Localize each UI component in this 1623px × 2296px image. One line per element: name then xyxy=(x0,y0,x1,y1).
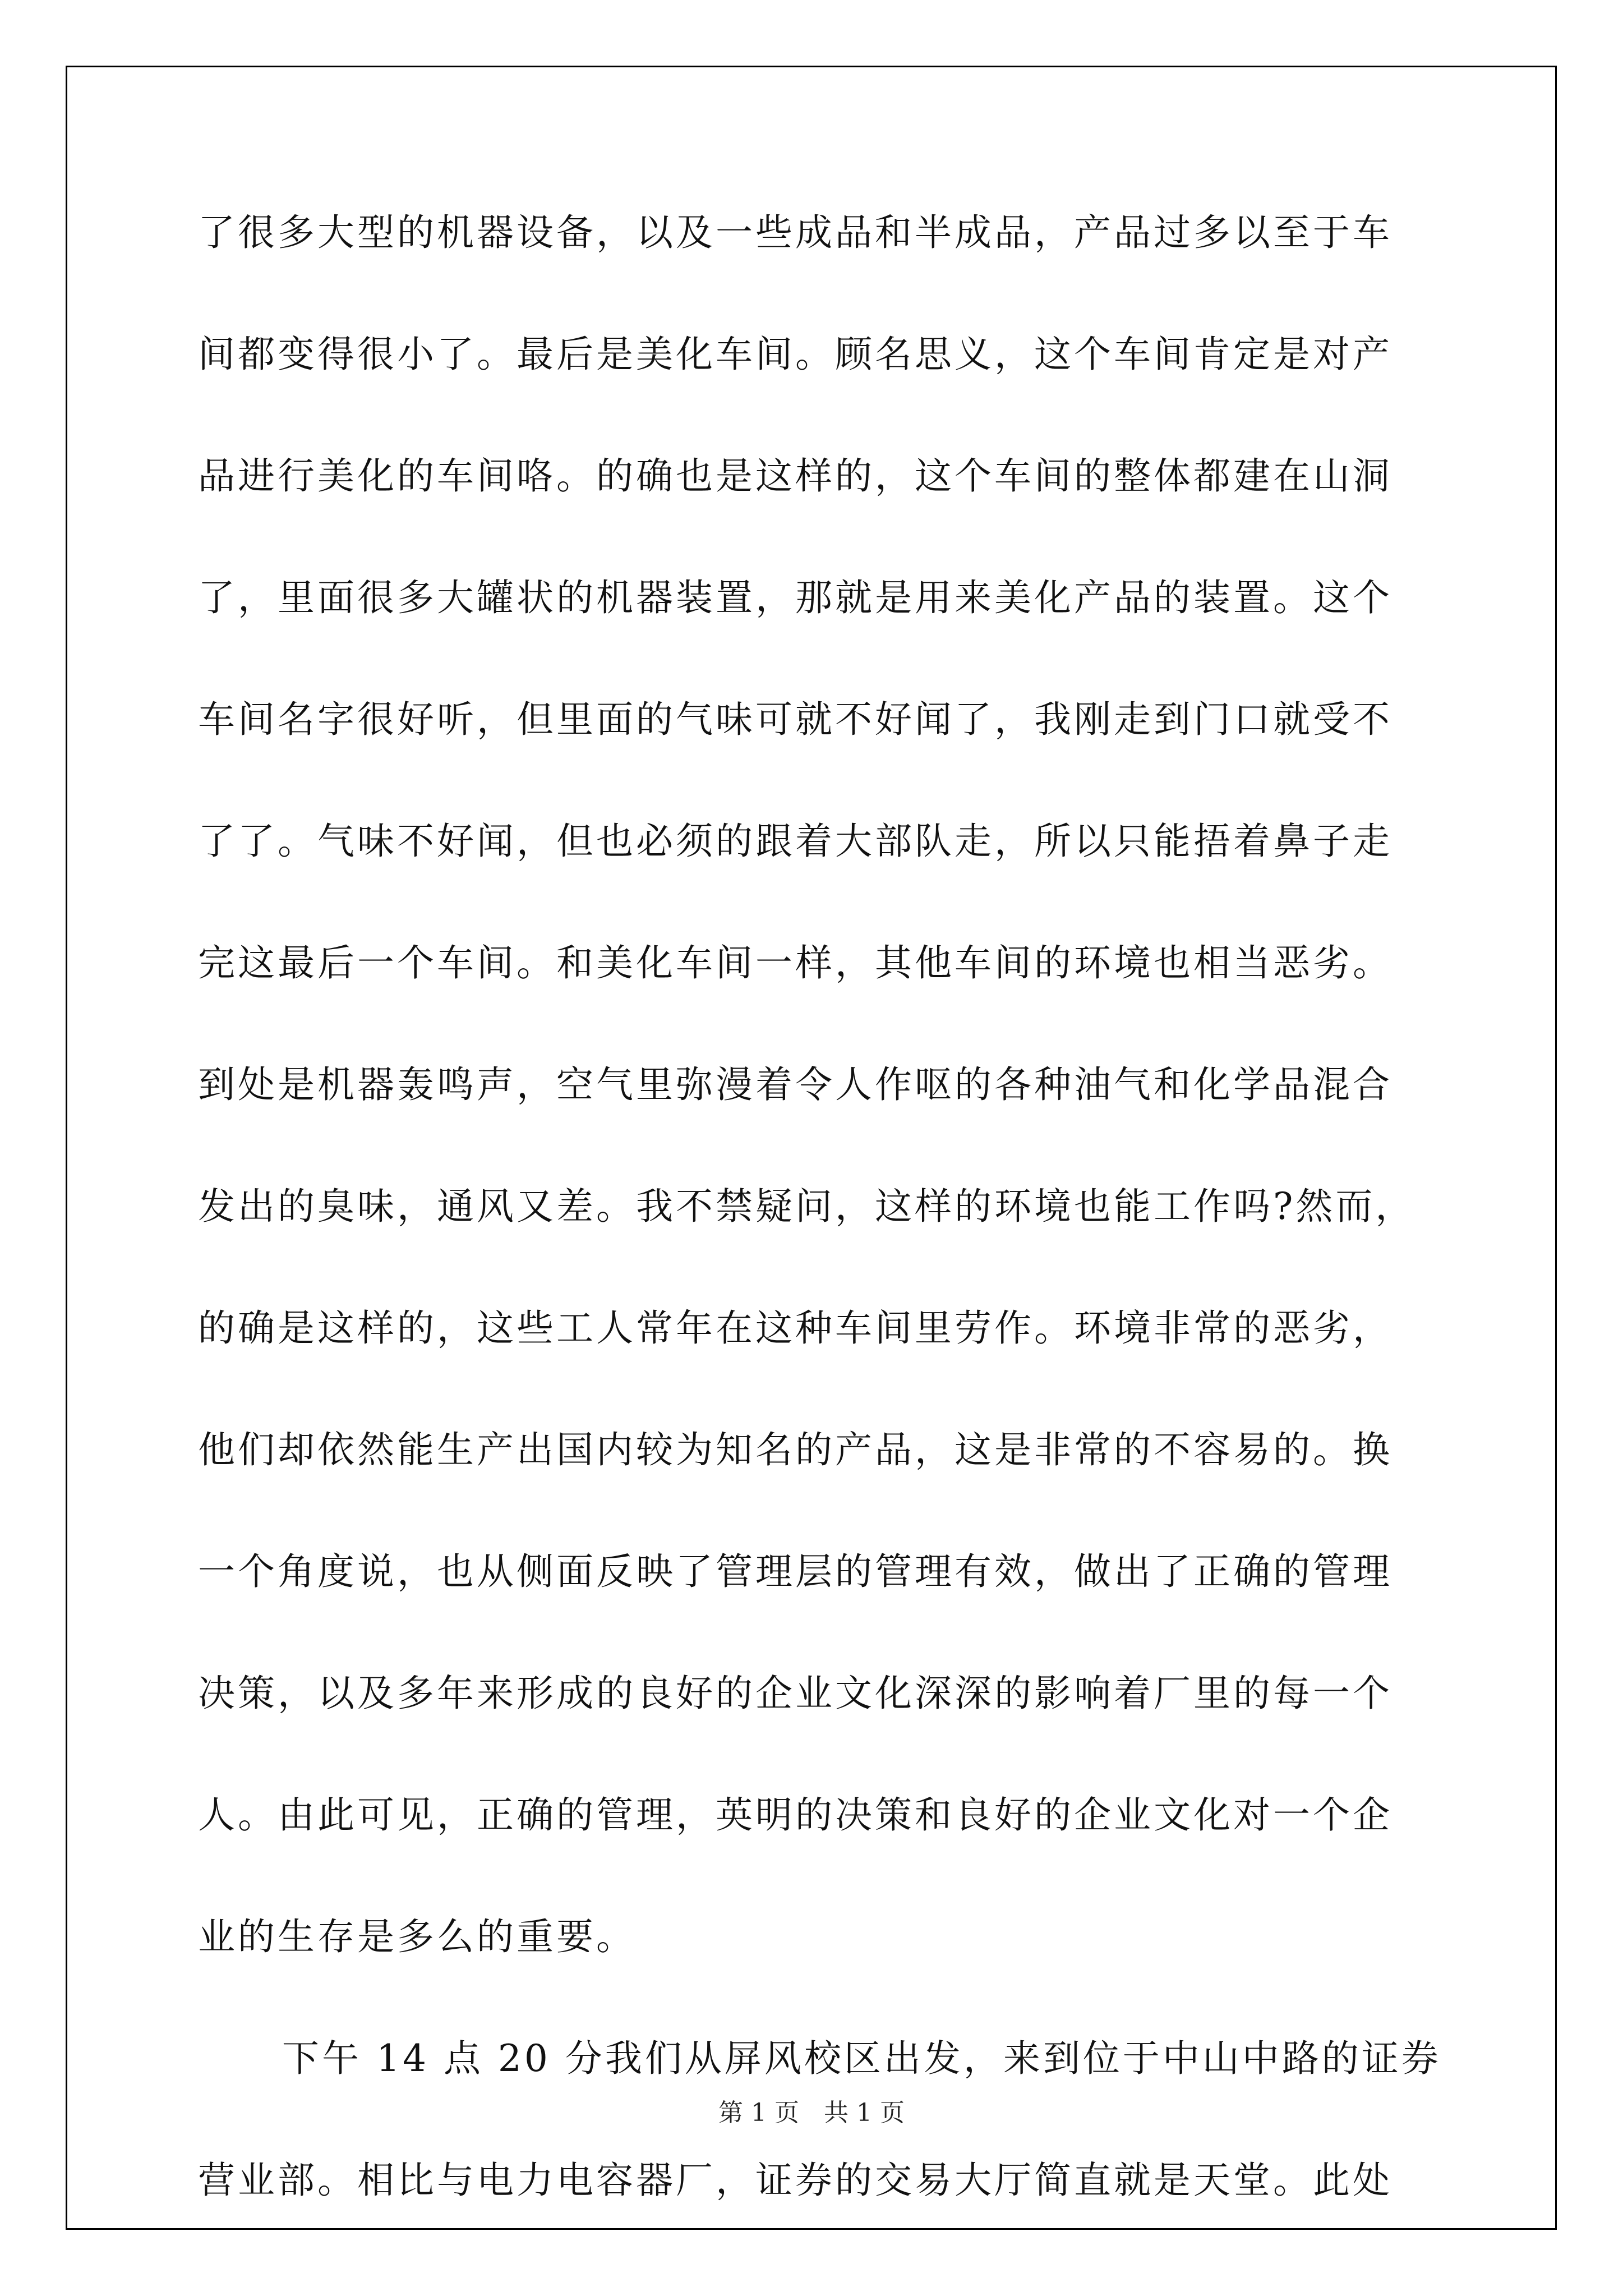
text-line: 了，里面很多大罐状的机器装置，那就是用来美化产品的装置。这个 xyxy=(198,576,1393,619)
text-line: 决策，以及多年来形成的良好的企业文化深深的影响着厂里的每一个 xyxy=(198,1672,1393,1715)
text-line: 了了。气味不好闻，但也必须的跟着大部队走，所以只能捂着鼻子走 xyxy=(198,820,1393,863)
text-line: 他们却依然能生产出国内较为知名的产品，这是非常的不容易的。换 xyxy=(198,1428,1393,1471)
text-line: 营业部。相比与电力电容器厂，证券的交易大厅简直就是天堂。此处 xyxy=(198,2159,1393,2202)
text-line: 间都变得很小了。最后是美化车间。顾名思义，这个车间肯定是对产 xyxy=(198,333,1393,376)
text-line: 品进行美化的车间咯。的确也是这样的，这个车间的整体都建在山洞 xyxy=(198,454,1393,498)
text-line: 车间名字很好听，但里面的气味可就不好闻了，我刚走到门口就受不 xyxy=(198,698,1393,741)
paragraph-start-line: 下午 14 点 20 分我们从屏风校区出发，来到位于中山中路的证券 xyxy=(282,2037,1441,2080)
text-line: 业的生存是多么的重要。 xyxy=(198,1915,636,1958)
page-number-current: 第 1 页 xyxy=(718,2099,799,2127)
document-body xyxy=(198,211,1441,2284)
text-line: 一个角度说，也从侧面反映了管理层的管理有效，做出了正确的管理 xyxy=(198,1550,1393,1593)
text-line: 到处是机器轰鸣声，空气里弥漫着令人作呕的各种油气和化学品混合 xyxy=(198,1063,1393,1106)
text-line: 完这最后一个车间。和美化车间一样，其他车间的环境也相当恶劣。 xyxy=(198,941,1393,984)
page-number-total: 共 1 页 xyxy=(824,2099,905,2127)
text-line: 发出的臭味，通风又差。我不禁疑问，这样的环境也能工作吗?然而， xyxy=(198,1185,1415,1228)
text-line: 人。由此可见，正确的管理，英明的决策和良好的企业文化对一个企 xyxy=(198,1793,1393,1837)
text-line: 的确是这样的，这些工人常年在这种车间里劳作。环境非常的恶劣， xyxy=(198,1306,1393,1350)
page-footer xyxy=(0,2101,1623,2125)
text-line: 了很多大型的机器设备，以及一些成品和半成品，产品过多以至于车 xyxy=(198,211,1393,254)
